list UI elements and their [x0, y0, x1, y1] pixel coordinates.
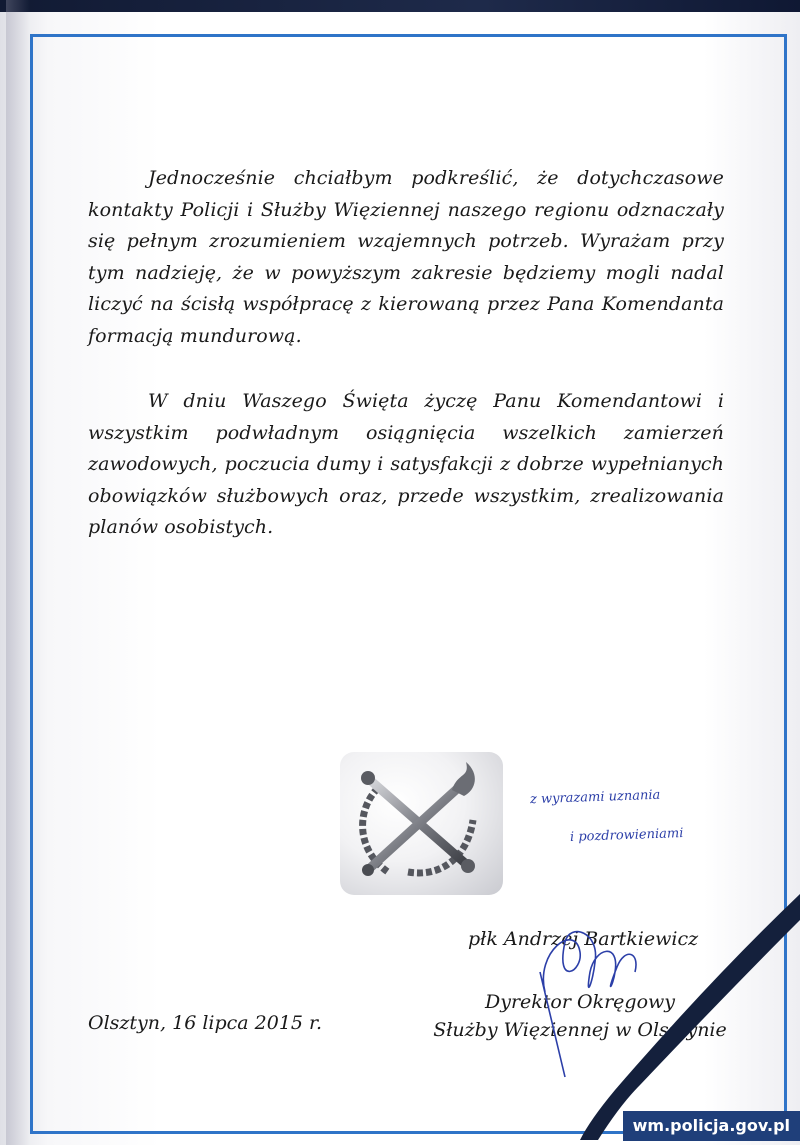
- signer-title-line-2: Służby Więziennej w Olsztynie: [433, 1019, 727, 1041]
- signer-title-line-1: Dyrektor Okręgowy: [484, 991, 676, 1013]
- scan-top-edge: [0, 0, 800, 12]
- source-watermark-badge: wm.policja.gov.pl: [623, 1111, 800, 1141]
- mourning-ribbon-icon: [560, 880, 800, 1140]
- letter-paragraph-2: W dniu Waszego Święta życzę Panu Komendantowi i wszystkim podwładnym osiągnięcia wszelkich zamierzeń zawodowych, poczucia dumy i satysfakcji z dobrze wypełnianych obowiązków służbowych oraz, przede wszystkim, zrealizowania planów osobistych.: [88, 390, 724, 538]
- letter-paragraph-1: Jednocześnie chciałbym podkreślić, że dotychczasowe kontakty Policji i Służby Więziennej naszego regionu odznaczały się pełnym zrozumieniem wzajemnych potrzeb. Wyrażam przy tym nadzieję, że w powyższym zakresie będziemy mogli nadal liczyć na ścisłą współpracę z kierowaną przez Pana Komendanta formacją mundurową.: [88, 167, 724, 347]
- page-shadow: [6, 0, 30, 1145]
- prison-service-emblem-icon: [340, 752, 503, 895]
- signer-name: płk Andrzej Bartkiewicz: [468, 928, 699, 950]
- handwritten-note-line-2: i pozdrowieniami: [569, 826, 684, 845]
- handwritten-note-line-1: z wyrazami uznania: [529, 787, 661, 808]
- place-and-date: Olsztyn, 16 lipca 2015 r.: [88, 1012, 323, 1034]
